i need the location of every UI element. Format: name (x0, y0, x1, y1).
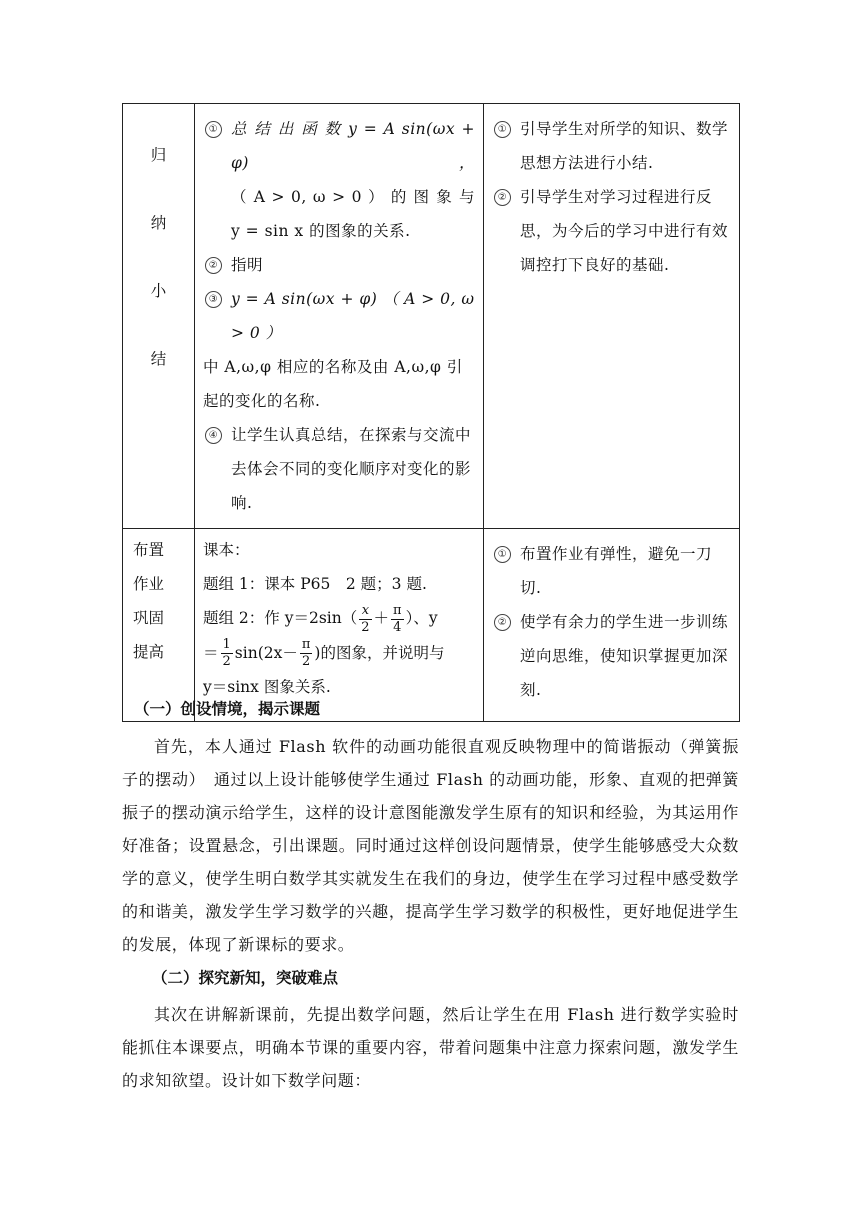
notes-cell-summary (484, 104, 740, 529)
item-number-marker: ② (494, 614, 511, 631)
section-body (122, 998, 739, 1097)
homework-line: ＝ $\frac{1}{2}$ sin(2x－ $\frac{\pi}{2}$ )的图象，并说明与 (203, 637, 445, 669)
fraction: $\frac{\pi}{2}$ (301, 637, 311, 669)
note-text: 引导学生对所学的知识、数学思想方法进行小结. (520, 120, 729, 172)
section-heading: （一）创设情境，揭示课题 (134, 700, 321, 718)
list-item (203, 248, 475, 282)
item-text: 指明 (231, 256, 264, 274)
paragraph: 首先，本人通过 Flash 软件的动画功能很直观反映物理中的简谐振动（弹簧振子的摆动） 通过以上设计能够使学生通过 Flash 的动画功能，形象、直观的把弹簧振子的摆动演示给学生，这样的设计意图能激发学生原有的知识和经验，为其运用作好准备；设置悬念，引出课题。同时通过这样创设问题情景，使学生能够感受大众数学的意义，使学生明白数学其实就发生在我们的身边，使学生在学习过程中感受数学的和谐美，激发学生学习数学的兴趣，提高学生学习数学的积极性，更好地促进学生的发展，体现了新课标的要求。 (122, 737, 739, 954)
formula-line: 中 A,ω,φ 相应的名称及由 A,ω,φ 引 (203, 358, 463, 376)
list-item (492, 605, 731, 707)
content-cell-homework (195, 529, 484, 722)
item-number-marker: ③ (205, 291, 222, 308)
list-item (203, 112, 475, 248)
notes-cell-homework (484, 529, 740, 722)
note-text: 引导学生对学习过程进行反思，为今后的学习中进行有效调控打下良好的基础. (520, 188, 729, 274)
stage-line: 布置 (133, 541, 165, 559)
formula-line: 总 结 出 函 数 y = A sin(ωx + φ) ， (231, 120, 475, 172)
homework-line: 课本： (203, 541, 250, 559)
homework-line: 题组 2：作 y＝2sin（ $\frac{x}{2}$ ＋ $\frac{\pi}{4}$ ）、y (203, 602, 438, 635)
item-number-marker: ② (494, 189, 511, 206)
homework-line: y＝sinx 图象关系. (203, 678, 331, 696)
stage-line: 巩固 (133, 609, 165, 627)
item-number-marker: ① (494, 546, 511, 563)
fraction: $\frac{1}{2}$ (222, 637, 231, 669)
note-text: 使学有余力的学生进一步训练逆向思维，使知识掌握更加深刻. (520, 613, 729, 699)
lesson-plan-table (122, 103, 740, 722)
item-number-marker: ① (205, 121, 222, 138)
paragraph: 其次在讲解新课前，先提出数学问题，然后让学生在用 Flash 进行数学实验时能抓住本课要点，明确本节课的重要内容，带着问题集中注意力探索问题，激发学生的求知欲望。设计如下数学问题： (122, 1005, 739, 1090)
list-item (492, 112, 731, 180)
formula-line: 起的变化的名称. (203, 392, 321, 410)
formula-line: y = sin x 的图象的关系. (231, 222, 411, 240)
homework-line: 题组 1：课本 P65 2 题；3 题. (203, 575, 427, 593)
note-text: 布置作业有弹性，避免一刀切. (520, 545, 713, 597)
fraction: $\frac{\pi}{4}$ (393, 602, 402, 635)
list-item (203, 418, 475, 520)
stage-line: 提高 (133, 643, 165, 661)
table-row-homework (123, 529, 740, 722)
item-number-marker: ① (494, 121, 511, 138)
stage-line: 作业 (133, 575, 165, 593)
content-cell-summary (195, 104, 484, 529)
item-number-marker: ② (205, 257, 222, 274)
list-item (203, 282, 475, 418)
fraction: $\frac{x}{2}$ (361, 602, 370, 635)
stage-cell-summary (123, 104, 195, 529)
table-row-summary (123, 104, 740, 529)
stage-cell-homework (123, 529, 195, 722)
stage-char: 归 (150, 146, 167, 164)
stage-char: 结 (150, 350, 167, 368)
list-item (492, 180, 731, 282)
stage-char: 小 (150, 282, 167, 300)
section-body (122, 730, 739, 961)
item-text: 让学生认真总结，在探索与交流中去体会不同的变化顺序对变化的影响. (231, 426, 472, 512)
formula-line: （ A > 0, ω > 0 ） 的 图 象 与 (231, 188, 475, 206)
stage-char: 纳 (150, 214, 167, 232)
formula-line: y = A sin(ωx + φ) （ A > 0, ω > 0 ） (231, 290, 475, 342)
section-heading: （二）探究新知，突破难点 (152, 969, 339, 987)
list-item (492, 537, 731, 605)
item-number-marker: ④ (205, 427, 222, 444)
